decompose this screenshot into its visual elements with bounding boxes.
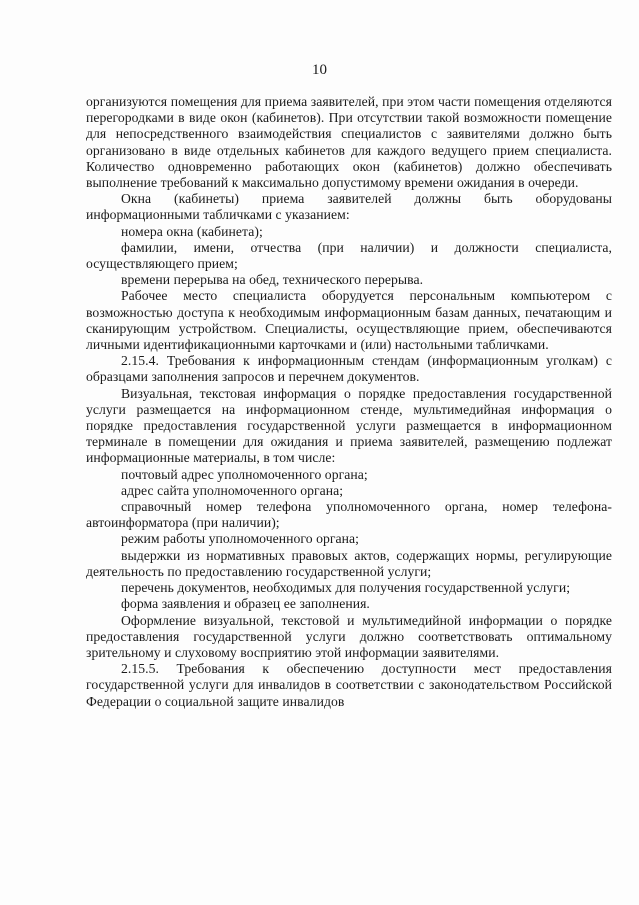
list-item: справочный номер телефона уполномоченного органа, номер телефона-автоинформатора (при наличии); xyxy=(86,499,612,531)
document-body xyxy=(86,94,612,710)
list-item: почтовый адрес уполномоченного органа; xyxy=(121,466,368,482)
list-item: адрес сайта уполномоченного органа; xyxy=(121,482,344,498)
list-item: режим работы уполномоченного органа; xyxy=(121,531,360,547)
section-heading: 2.15.5. Требования к обеспечению доступности мест предоставления государственной услуги для инвалидов в соответствии с законодательством Российской Федерации о социальной защите инвалидов xyxy=(86,661,612,709)
paragraph: организуются помещения для приема заявителей, при этом части помещения отделяются перегородками в виде окон (кабинетов). При отсутствии такой возможности помещение для непосредственного взаимодействия специалистов с заявителями должно быть организовано в виде отдельных кабинетов для каждого ведущего прием специалиста. Количество одновременно работающих окон (кабинетов) должно обеспечивать выполнение требований к максимально допустимому времени ожидания в очереди. xyxy=(86,94,612,191)
list-item: форма заявления и образец ее заполнения. xyxy=(121,596,370,612)
list-item: выдержки из нормативных правовых актов, содержащих нормы, регулирующие деятельность по предоставлению государственной услуги; xyxy=(86,547,612,579)
page-number: 10 xyxy=(312,62,327,78)
paragraph: Рабочее место специалиста оборудуется персональным компьютером с возможностью доступа к необходимым информационным базам данных, печатающим и сканирующим устройством. Специалисты, осуществляющие прием, обеспечиваются личными идентификационными карточками и (или) настольными табличками. xyxy=(86,288,612,353)
list-item: номера окна (кабинета); xyxy=(121,223,263,239)
list-item: времени перерыва на обед, технического перерыва. xyxy=(121,272,424,288)
section-heading: 2.15.4. Требования к информационным стендам (информационным уголкам) с образцами заполнения запросов и перечнем документов. xyxy=(86,353,612,385)
paragraph: Оформление визуальной, текстовой и мультимедийной информации о порядке предоставления государственной услуги должно соответствовать оптимальному зрительному и слуховому восприятию этой информации заявителями. xyxy=(86,612,612,660)
list-item: фамилии, имени, отчества (при наличии) и должности специалиста, осуществляющего прием; xyxy=(86,239,612,272)
list-item: перечень документов, необходимых для получения государственной услуги; xyxy=(121,580,571,596)
paragraph: Визуальная, текстовая информация о порядке предоставления государственной услуги размещается на информационном стенде, мультимедийная информация о порядке предоставления государственной услуги размещается в информационном терминале в помещении для ожидания и приема заявителей, размещению подлежат информационные материалы, в том числе: xyxy=(86,385,612,466)
paragraph: Окна (кабинеты) приема заявителей должны быть оборудованы информационными табличками с указанием: xyxy=(86,191,612,223)
